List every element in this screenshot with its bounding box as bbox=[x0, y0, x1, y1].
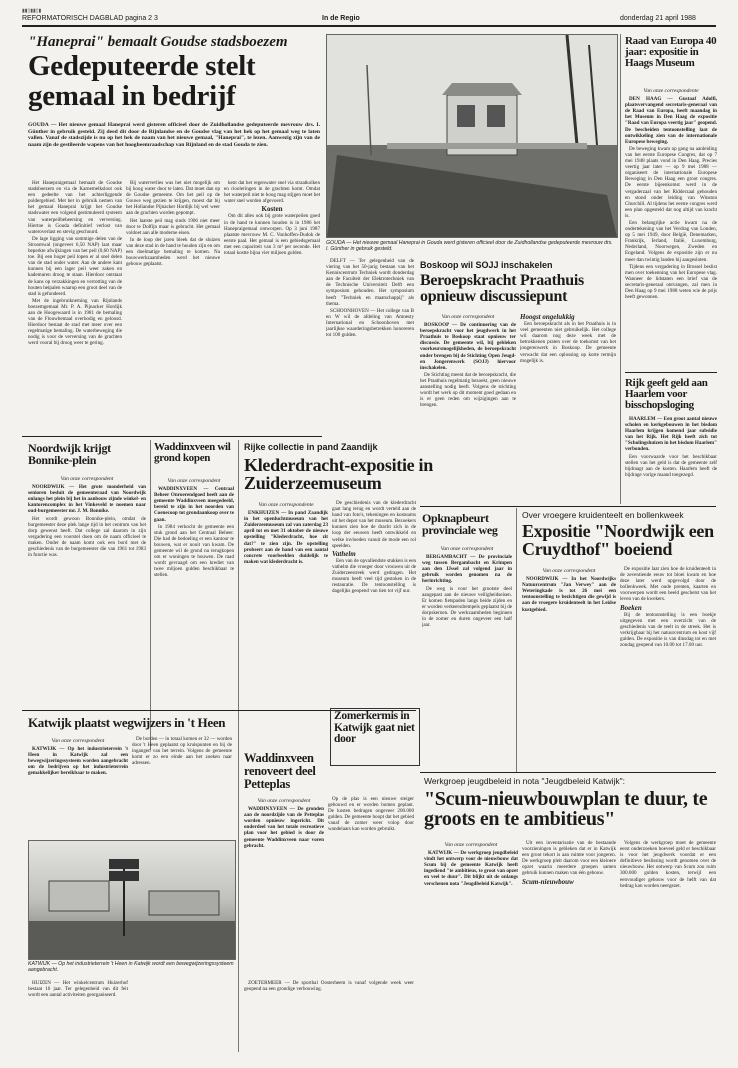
opknap-body bbox=[422, 544, 512, 764]
kruiden-column-2 bbox=[620, 566, 716, 766]
main-body-paragraph: Met de ingebruikneming van Rijnlands boezemgemaal Mr. P. A. Pijnacker Hordijk aan de Hoogewaard is in 1981 de bemaling van de Flouwbemaal overbodig en geloosd. Hierdoor bestaat de stad met meer over een regelmatige bemaling. De waterbeweging die nodig is voor de verversing van de grachten werd vooral bij droog weer te gering. bbox=[28, 297, 122, 347]
opknap-paragraph: De weg is voor het grootste deel aangepast aan de nieuwe veiligheidseisen. Er komen fietspaden langs beide zijden en er worden verkeersdrempels geplaatst bij de dorpskernen. De werkzaamheden beginnen in de zomer en duren ongeveer een half jaar. bbox=[422, 585, 512, 629]
huizen-brief bbox=[28, 980, 128, 1050]
opknap-byline: Van onze correspondent bbox=[440, 546, 494, 552]
main-body-paragraph: Bij waterverlies was het niet mogelijk om bij hoog water door te laten. Dat moet dan op de Goudse gemeente. Om het peil op de Gouwe weg gezien te krijgen, moest dat bij het Hollandse Pijnacker Hordijk bij wel weer aan de grachten worden gepompt. bbox=[126, 180, 220, 217]
main-body-paragraph: kent dat het regenwater snel via straatkolken en riooleringen in de grachten komt. Omdat het waterpeil niet te hoog mag stijgen moet het water snel worden afgevoerd. bbox=[224, 180, 320, 205]
raad-paragraph: Een belangrijke actie kwam na de ondertekening van het Verdrag van Londen, op 5 mei 1949, door België, Denemarken, Frankrijk, Ierland, Italië, Luxemburg, Nederland, Noorwegen, Zweden en Engeland. Volgens de expositie zijn er nu meer dan twintig landen bij aangesloten. bbox=[625, 219, 717, 263]
scum-headline: "Scum-nieuwbouwplan te duur, te groots en te ambitieus" bbox=[424, 788, 708, 831]
bonnike-headline: Noordwijk krijgt Bonnike-plein bbox=[28, 441, 111, 468]
kleder-lead: ENKHUIZEN — In pand Zaandijk in het openluchtmuseum van het Zuiderzeemuseum zal van zaterdag 23 april tot en met 31 oktober de nieuwe opstelling "Klederdracht, hoe zit dat?" te zien zijn. De opstelling probeert aan de hand van een aantal concrete voorbeelden duidelijk te maken wat klederdracht is. bbox=[244, 510, 328, 565]
katwijk-weg-lead: KATWIJK — Op het industrieterrein 't Heen in Katwijk zal een bewegwijzeringssysteem worden aangebracht om de bedrijven op het industrieterrein gemakkelijker bereikbaar te maken. bbox=[28, 746, 128, 777]
scum-column-2 bbox=[522, 840, 616, 1052]
bisschop-headline: Rijk geeft geld aan Haarlem voor bisschopsloging bbox=[625, 377, 708, 412]
katwijk-photo-caption: KATWIJK — Op het industrieterrein 't Heen in Katwijk wordt een bewegwijzeringssysteem aangebracht. bbox=[28, 961, 234, 973]
petteplas-column-2 bbox=[328, 796, 414, 976]
kruiden-subhead: Boeken bbox=[620, 603, 642, 612]
kruiden-column-1 bbox=[522, 566, 616, 766]
kleder-subhead: Vathelm bbox=[332, 549, 356, 558]
issue-date: donderdag 21 april 1988 bbox=[620, 15, 696, 22]
bisschop-body bbox=[625, 416, 717, 504]
kleder-column-2 bbox=[332, 500, 416, 700]
katwijk-weg-headline: Katwijk plaatst wegwijzers in 't Heen bbox=[28, 715, 226, 730]
kleder-kicker: Rijke collectie in pand Zaandijk bbox=[244, 442, 378, 452]
main-body-paragraph: Het Hanepraigemaal bemaalt de Goudse stadsboezem en via de Karnemelksloot ook een gedeelte van het achterliggende poldergebied. Met het in gebruik nemen van het gemaal Haneprai krijgt het Goudse stadswater een volgend gestimuleerd systeem van waterpeilbeheersing en verversing. Hiertoe is Gouda definitief verlost van wateroverlast en stevig geschuurd. bbox=[28, 180, 122, 235]
petteplas-headline: Waddinxveen renoveert deel Petteplas bbox=[244, 751, 316, 791]
main-body-paragraph: De lage ligging van sommige delen van de Stroomwal (ongeveer 6,50 NAP) laat maar beperkte afwijkingen van het peil (0,60 NAP) toe. Bij een hoger peil lopen er al snel delen van de stad onder water. Aan de andere kant kunnen bij een lager peil weer zaken en kademuren droog te staan. Hierdoor ontstaat de kans op verzakkingen en verrotting van de houten heipalen waarop een groot deel van de stad is gefundeerd. bbox=[28, 235, 122, 297]
kleder-byline: Van onze correspondente bbox=[258, 502, 314, 508]
bonnike-lead: NOORDWIJK — Het grote monderheid van senioren besluit de gemeenteraad van Noordwijk onlangs het plein bij het in aanbouw zijnde winkel- en kantorencomplex in het Vinkeveld te noemen naar oud-burgemeester mr. J. M. Bonnike. bbox=[28, 484, 146, 515]
kruiden-paragraph: Bij de tentoonstelling is een boekje uitgegeven met een overzicht van de geschiedenis van de teelt in de streek. Het is verkrijgbaar bij het natuurcentrum en kost vijf gulden. De expositie is van dinsdag tot en met zondag geopend van 10.00 tot 17.00 uur. bbox=[620, 611, 716, 649]
petteplas-byline: Van onze correspondent bbox=[257, 798, 311, 804]
main-lead: GOUDA — Het nieuwe gemaal Haneprai werd gisteren officieel door de Zuidhollandse gedeputeerde mevrouw drs. I. Günther in gebruik gesteld. Zij deed dit door de Rijnlandse en de Goudse vlag van het hek op het gemaal weg te laten vallen. Vanaf de stadszijde is nu op het hek de naam van het nieuwe gemaal, "Haneprai", te lezen. Aanwezig zijn van de naam zijn de gestileerde wapens van het hoogheemraadschap van Rijnland en de stad Gouda te zien. bbox=[28, 122, 320, 148]
main-column-2 bbox=[126, 180, 220, 430]
bonnike-byline: Van onze correspondent bbox=[60, 476, 114, 482]
petteplas-paragraph: Op de plas is een nieuwe steiger gebouwd en er worden bomen geplant. De kosten bedragen ongeveer 200.000 gulden. De gemeente hoopt dat het gebied vanaf de zomer weer volop door wandelaars kan worden gebruikt. bbox=[328, 796, 414, 833]
raad-paragraph: De beweging kwam op gang na aanleiding van het eerste Europese Congres, dat op 7 mei 1948 plaats vond in Den Haag. Precies veertig jaar later — op 9 mei 1988 — organiseert de internationale Europese Beweging in Den Haag een groot congres. De eerste bijeenkomst werd in de vergaderzaal van het Ridderzaal gehouden en stond onder leiding van Winston Churchill. Al tijdens het eerste congres werd een plan opgesteld dat nog altijd van kracht is. bbox=[625, 145, 717, 219]
main-column-3 bbox=[224, 180, 320, 430]
main-photo bbox=[326, 34, 618, 238]
katwijk-weg-byline: Van onze correspondent bbox=[51, 738, 105, 744]
kruiden-kicker: Over vroegere kruidenteelt en bollenkweek bbox=[522, 510, 684, 520]
page-label: REFORMATORISCH DAGBLAD pagina 2 3 bbox=[22, 15, 158, 22]
zomerkermis-box bbox=[330, 708, 420, 766]
kleder-headline: Klederdracht-expositie in Zuiderzeemuseum bbox=[244, 455, 433, 494]
katwijk-weg-column-1 bbox=[28, 736, 128, 836]
bonnike-body bbox=[28, 474, 146, 654]
zoetermeer-brief bbox=[244, 980, 414, 1050]
main-body-paragraph: Om dit alles ook bij grote waterpeilen goed in de hand te kunnen houden is in 1986 het Hanepraigemaal ontworpen. Op 3 juni 1987 plaatste mevrouw M. C. Vonhoffen-Dudok de eerste paal. Het gemaal is een gebiedsgemaal met een capaciteit van 3 m³ per seconde. Het totaal kostte bijna vier miljoen gulden. bbox=[224, 213, 320, 257]
raad-lead: DEN HAAG — Gustaaf Adolfi, plaatsvervangend secretaris-generaal van de Raad van Europa, heeft maandag in het Museum in Den Haag de expositie "Raad van Europa veertig jaar" geopend. De bescheiden tentoonstelling laat de ontwikkeling zien van de internationale Europese beweging. bbox=[625, 96, 717, 145]
main-body-paragraph: Het laatste peil mag sinds 1906 niet meer door te Dolfijn maar is gebracht. Het gemaal voldoet aan alle moderne eisen. bbox=[126, 217, 220, 236]
section-title: In de Regio bbox=[322, 15, 360, 22]
huizen-paragraph: HUIZEN — Het winkelcentrum Huizerhof bestaat 10 jaar. Ter gelegenheid van dit feit wordt een aantal activiteiten georganiseerd. bbox=[28, 980, 128, 999]
sojj-kicker: Boskoop wil SOJJ inschakelen bbox=[420, 260, 553, 270]
raad-byline: Van onze correspondente bbox=[643, 88, 699, 94]
main-photo-caption: GOUDA — Het nieuwe gemaal Haneprai in Gouda werd gisteren officieel door de Zuidhollandse gedeputeerde mevrouw drs. I. Günther in gebruik gesteld. bbox=[326, 240, 613, 252]
main-body-paragraph: In de loop der jaren bleek dat de sluizen van deze stad in de hand te houden zijn en om een doelmatige bemaling te komen. Na bouwwerkzaamheden werd het nieuwe gebouw geplaatst. bbox=[126, 236, 220, 268]
kruiden-paragraph: De expositie laat zien hoe de kruidenteelt in de zeventiende eeuw tot bloei kwam en hoe deze later werd opgevolgd door de bollenkweek. Met oude prenten, kaarten en voorwerpen wordt een beeld geschetst van het leven van de kwekers. bbox=[620, 566, 716, 603]
schoonhoven-brief: SCHOONHOVEN — Het college van B en W wil de afdeling van Amnesty International en Schoonhoven met jaarlijkse waarderingsbetrekken honoreren tot 100 gulden. bbox=[326, 307, 414, 339]
bisschop-paragraph: Een voorwaarde voor het beschikbaar stellen van het geld is dat de gemeente zelf bijdraagt aan de kosten. Haarlem heeft de bijdrage vorige maand toegezegd. bbox=[625, 453, 717, 478]
katwijk-weg-paragraph: De borden — in totaal komen er 32 — worden door 't Heen geplaatst op kruispunten en bij de ingangen van het terrein. Volgens de gemeente komt er zo een einde aan het zoeken naar adressen. bbox=[132, 736, 232, 767]
petteplas-lead: WADDINXVEEN — De gronden aan de noordzijde van de Petteplas worden opnieuw ingericht. Dit onderdeel van het totale recreatieve plan voor het gebied is door de gemeente Waddinxveen naar voren gebracht. bbox=[244, 806, 324, 849]
sojj-column-2 bbox=[520, 312, 616, 502]
signpost-illustration bbox=[29, 841, 235, 959]
kleder-paragraph: Een van de opvallendste stukken is een vathelm die vroeger door vrouwen uit de Zuiderzeestreek werd gedragen. Het museum heeft veel tijd gestoken in de restauratie. De tentoonstelling is dagelijks geopend van tien tot vijf uur. bbox=[332, 557, 416, 595]
raad-headline: Raad van Europa 40 jaar: expositie in Haags Museum bbox=[625, 35, 717, 70]
briefs-column bbox=[326, 258, 414, 434]
sojj-byline: Van onze correspondent bbox=[441, 314, 495, 320]
opknap-lead: BERGAMBACHT — De provinciale weg tussen Bergambacht en Krimpen aan den IJssel zal volgend jaar in gebruik worden genomen na de herinrichting. bbox=[422, 554, 512, 585]
waddinxveen-grond-byline: Van onze correspondent bbox=[167, 478, 221, 484]
scum-column-3 bbox=[620, 840, 716, 1052]
waddinxveen-grond-lead: WADDINXVEEN — Centraal Beheer Onroerendgoed heeft aan de gemeente Waddinxveen meegedeeld, bereid te zijn in het noorden van Coenecoop tot grondaankoop over te gaan. bbox=[154, 486, 234, 523]
sojj-lead: BOSKOOP — De continuering van de beroepskracht voor het jeugdwerk in het Praathuis te Boskoop staat opnieuw ter discussie. De gemeente wil, bij gebleken voorkeursmogelijkheden, de beroepskracht onder brengen bij de Stichting Open Jeugd- en Jongerenwerk (SOJJ) hiervoor inschakelen. bbox=[420, 322, 516, 371]
pumping-station-illustration bbox=[327, 35, 617, 237]
waddinxveen-grond-headline: Waddinxveen wil grond kopen bbox=[154, 441, 231, 465]
main-headline: Gedeputeerde stelt gemaal in bedrijf bbox=[28, 50, 256, 112]
scum-byline: Van onze correspondent bbox=[444, 842, 498, 848]
sojj-paragraph: Een beroepskracht als in het Praathuis is in veel gemeenten niet gebruikelijk. Het college wil daarom nog deze week met de betrokkenen praten over de toekomst van het jongerenwerk in Boskoop. De gemeente verwacht dat een oplossing op korte termijn mogelijk is. bbox=[520, 321, 616, 364]
kleder-paragraph: De geschiedenis van de klederdracht gaat lang terug en wordt verteld aan de hand van foto's, tekeningen en kostuums uit het depot van het museum. Bezoekers kunnen zien hoe de dracht zich in de loop der eeuwen heeft ontwikkeld en welke invloeden vanuit de mode een rol speelden. bbox=[332, 500, 416, 549]
kleder-column-1 bbox=[244, 500, 328, 700]
scum-subhead: Scum-nieuwbouw bbox=[522, 877, 574, 886]
opknap-headline: Opknapbeurt provinciale weg bbox=[422, 511, 498, 538]
kruiden-lead: NOORDWIJK — In het Noordwijks Natuurcentrum "Jan Verwey" aan de Weteringkade is tot 26 mei een tentoonstelling te bezichtigen die gewijd is aan de vroegere kruidenteelt in het Leidse kustgebied. bbox=[522, 576, 616, 613]
scum-paragraph: Volgens de werkgroep moet de gemeente eerst onderzoeken hoeveel geld er beschikbaar is voor het jeugdwerk voordat er een definitieve beslissing wordt genomen over de nieuwbouw. Het ontwerp van Scum zou ruim 300.000 gulden kosten, terwijl een eenvoudiger gebouw voor de helft van dat bedrag kan worden neergezet. bbox=[620, 840, 716, 889]
kruiden-headline: Expositie "Noordwijk een Cruydthof" boeiend bbox=[522, 521, 714, 560]
waddinxveen-grond-paragraph: In 1984 verkocht de gemeente een stuk grond aan het Centraal Beheer. Die had de bedoeling er een kantoor te bouwen, wat er nooit van kwam. De gemeente wil de grond nu terugkopen om er woningen te bouwen. De raad wordt gevraagd om een krediet van twee miljoen gulden beschikbaar te stellen. bbox=[154, 523, 234, 579]
bisschop-lead: HAARLEM — Een groot aantal nieuwe scholen en kerkgebouwen in het bisdom Haarlem krijgen komend jaar subsidie van het Rijk. Het Rijk heeft zich tot "Scholingshuizen in het bisdom Haarlem" verbonden. bbox=[625, 416, 717, 453]
katwijk-weg-column-2 bbox=[132, 736, 232, 836]
kruiden-byline: Van onze correspondent bbox=[542, 568, 596, 574]
scum-paragraph: Uit een inventarisatie van de bestaande voorzieningen is gebleken dat er in Katwijk een groot tekort is aan ruimte voor jongeren. De werkgroep pleit daarom voor een kleinere opzet waarin meerdere groepen samen gebruik kunnen maken van één gebouw. bbox=[522, 840, 616, 877]
main-column-1 bbox=[28, 180, 122, 430]
main-kicker: "Haneprai" bemaalt Goudse stadsboezem bbox=[28, 34, 288, 50]
petteplas-column-1 bbox=[244, 796, 324, 976]
main-subhead: Kosten bbox=[261, 205, 283, 214]
delft-brief: DELFT — Ter gelegenheid van de viering van het 50-jarig bestaan van het Kenniscentrum Techniek wordt donderdag aan de Faculteit der Elektrotechniek van de Technische Universiteit Delft een symposium gehouden. Het symposium heeft "Techniek en maatschappij" als thema. bbox=[326, 258, 414, 307]
raad-paragraph: Tijdens een vergadering in Brussel beslist men over toekenning van het Europese vlag. Wanneer de lidstaten een brief van de secretaris-generaal ontvangen, zal men in Den Haag op 9 mei 1988 weten wie de prijs heeft gewonnen. bbox=[625, 263, 717, 301]
zomerkermis-headline: Zomerkermis in Katwijk gaat niet door bbox=[334, 710, 415, 746]
katwijk-photo bbox=[28, 840, 236, 960]
sojj-headline: Beroepskracht Praathuis opnieuw discussiepunt bbox=[420, 272, 584, 306]
scum-column-1 bbox=[424, 840, 518, 1052]
sojj-subhead: Hoogst ongelukkig bbox=[520, 313, 575, 321]
scum-kicker: Werkgroep jeugdbeleid in nota "Jeugdbeleid Katwijk": bbox=[424, 776, 626, 786]
zoetermeer-paragraph: ZOETERMEER — De sporthal Oosterheem is vanaf volgende week weer geopend na een grondige verbouwing. bbox=[244, 980, 414, 993]
barcode-text: ▮▮▯▮▮▯▮ bbox=[22, 8, 42, 14]
sojj-paragraph: De Stichting meent dat de beroepskracht, die het Praathuis regelmatig bezoekt, geen nieuwe aanstelling nodig heeft. Volgens de stichting wordt het werk op dit moment goed gedaan en is er geen reden om wijzigingen aan te brengen. bbox=[420, 371, 516, 409]
bonnike-paragraph: Het wordt gewoon Bonnike-plein, omdat de burgemeester deze plek lange tijd in het centrum van het dorp gewenst heeft. Dat college zal daarom in zijn vergadering een voorstel doen om de naam officieel te maken. Onder de naam komt ook een bord met de geschiedenis van de burgemeester die van 1961 tot 1983 in functie was. bbox=[28, 515, 146, 559]
scum-lead: KATWIJK — De werkgroep jeugdbeleid vindt het ontwerp voor de nieuwbouw dat Scum bij de gemeente Katwijk heeft ingediend "te ambitieus, te groot van opzet en veel te duur". Dit blijkt uit de onlangs verschenen nota "Jeugdbeleid Katwijk". bbox=[424, 850, 518, 887]
raad-body bbox=[625, 86, 717, 366]
waddinxveen-grond-body bbox=[154, 476, 234, 746]
